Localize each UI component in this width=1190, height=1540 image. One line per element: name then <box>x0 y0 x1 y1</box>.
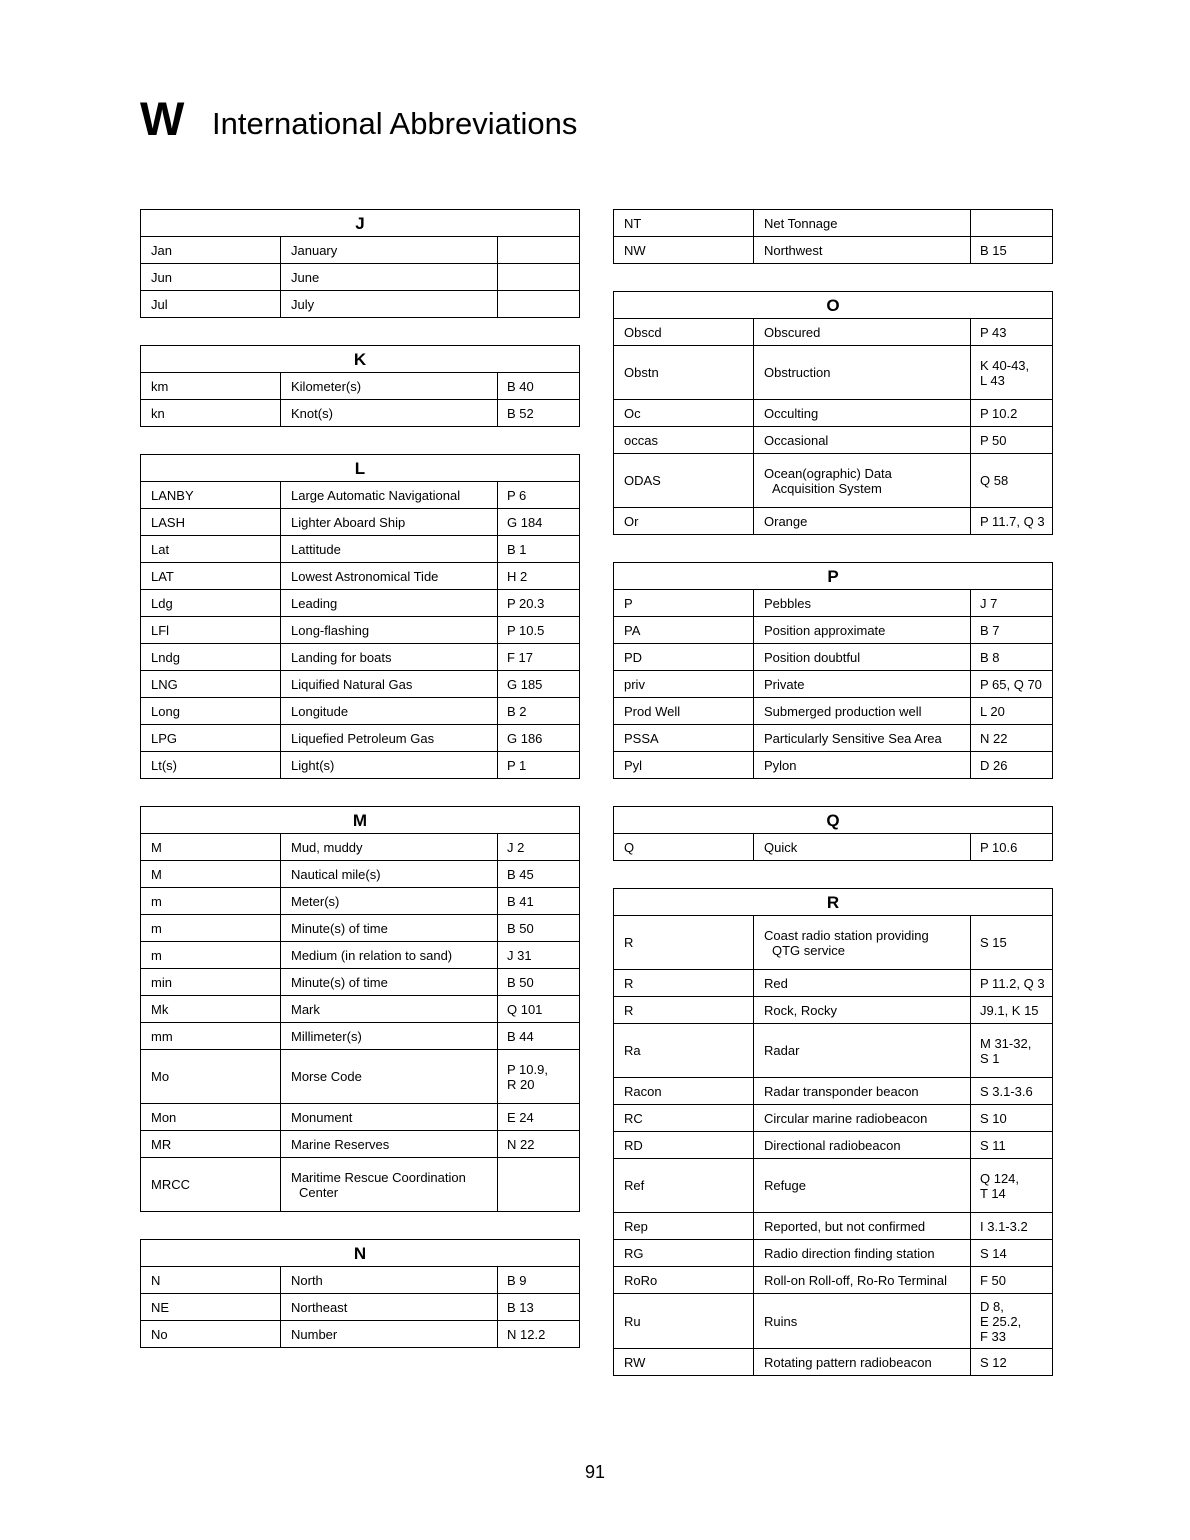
abbreviation-cell: RW <box>614 1349 754 1376</box>
definition-cell: Monument <box>281 1104 498 1131</box>
abbreviation-cell: Mon <box>141 1104 281 1131</box>
definition-cell: Large Automatic Navigational <box>281 482 498 509</box>
definition-cell: Light(s) <box>281 752 498 779</box>
table-row <box>141 590 580 617</box>
reference-cell: B 50 <box>498 915 580 942</box>
table-row <box>141 237 580 264</box>
definition-cell: Red <box>754 970 971 997</box>
table-row <box>141 563 580 590</box>
definition-cell: Kilometer(s) <box>281 373 498 400</box>
abbreviation-cell: Or <box>614 508 754 535</box>
table-row <box>141 1050 580 1104</box>
definition-cell: Liquified Natural Gas <box>281 671 498 698</box>
section-header-row <box>141 455 580 482</box>
reference-cell: B 13 <box>498 1294 580 1321</box>
section-header-row <box>141 807 580 834</box>
table-row <box>141 1294 580 1321</box>
abbreviation-cell: No <box>141 1321 281 1348</box>
reference-cell <box>498 264 580 291</box>
table-row <box>141 617 580 644</box>
definition-cell: Marine Reserves <box>281 1131 498 1158</box>
table-row <box>141 888 580 915</box>
reference-cell: M 31-32, S 1 <box>971 1024 1053 1078</box>
section-header-row <box>141 210 580 237</box>
reference-cell: B 7 <box>971 617 1053 644</box>
abbreviation-cell: Ru <box>614 1294 754 1349</box>
section-letter-heading: Q <box>614 807 1053 834</box>
definition-cell: Maritime Rescue Coordination Center <box>281 1158 498 1212</box>
reference-cell: P 10.2 <box>971 400 1053 427</box>
table-row <box>141 644 580 671</box>
abbreviation-cell: R <box>614 916 754 970</box>
table-row <box>614 1267 1053 1294</box>
definition-cell: Submerged production well <box>754 698 971 725</box>
definition-cell: Directional radiobeacon <box>754 1132 971 1159</box>
abbreviation-cell: M <box>141 861 281 888</box>
definition-cell: North <box>281 1267 498 1294</box>
section-header-row <box>141 346 580 373</box>
definition-cell: Landing for boats <box>281 644 498 671</box>
definition-cell: Position doubtful <box>754 644 971 671</box>
definition-cell: January <box>281 237 498 264</box>
abbreviation-cell: RoRo <box>614 1267 754 1294</box>
reference-cell: P 10.5 <box>498 617 580 644</box>
table-row <box>614 698 1053 725</box>
abbreviation-cell: LNG <box>141 671 281 698</box>
abbreviation-cell: Obscd <box>614 319 754 346</box>
abbreviation-cell: PSSA <box>614 725 754 752</box>
definition-cell: Lowest Astronomical Tide <box>281 563 498 590</box>
table-row <box>141 482 580 509</box>
abbreviation-cell: P <box>614 590 754 617</box>
abbreviation-cell: LANBY <box>141 482 281 509</box>
reference-cell: D 8, E 25.2, F 33 <box>971 1294 1053 1349</box>
abbreviation-cell: ODAS <box>614 454 754 508</box>
left-column <box>140 209 579 1348</box>
definition-cell: Private <box>754 671 971 698</box>
abbreviation-cell: Lndg <box>141 644 281 671</box>
table-row <box>614 1240 1053 1267</box>
definition-cell: Minute(s) of time <box>281 969 498 996</box>
definition-cell: Ocean(ographic) Data Acquisition System <box>754 454 971 508</box>
abbreviation-cell: Lat <box>141 536 281 563</box>
abbreviation-cell: Racon <box>614 1078 754 1105</box>
abbreviation-cell: NW <box>614 237 754 264</box>
reference-cell: P 11.7, Q 3 <box>971 508 1053 535</box>
table-row <box>614 752 1053 779</box>
reference-cell <box>971 210 1053 237</box>
definition-cell: Ruins <box>754 1294 971 1349</box>
definition-cell: Coast radio station providing QTG service <box>754 916 971 970</box>
abbreviation-cell: M <box>141 834 281 861</box>
reference-cell <box>498 237 580 264</box>
reference-cell: G 184 <box>498 509 580 536</box>
table-row <box>141 752 580 779</box>
reference-cell: E 24 <box>498 1104 580 1131</box>
abbreviation-cell: PA <box>614 617 754 644</box>
reference-cell: J 2 <box>498 834 580 861</box>
reference-cell: F 50 <box>971 1267 1053 1294</box>
definition-cell: Radar <box>754 1024 971 1078</box>
table-row <box>614 1159 1053 1213</box>
table-row <box>614 427 1053 454</box>
reference-cell: P 43 <box>971 319 1053 346</box>
reference-cell: B 9 <box>498 1267 580 1294</box>
table-row <box>614 1349 1053 1376</box>
reference-cell: B 15 <box>971 237 1053 264</box>
table-row <box>614 997 1053 1024</box>
definition-cell: Obscured <box>754 319 971 346</box>
abbreviation-table-q <box>613 806 1053 861</box>
table-row <box>141 725 580 752</box>
reference-cell: S 15 <box>971 916 1053 970</box>
definition-cell: Refuge <box>754 1159 971 1213</box>
table-row <box>141 698 580 725</box>
abbreviation-cell: Rep <box>614 1213 754 1240</box>
reference-cell: B 8 <box>971 644 1053 671</box>
table-row <box>614 1132 1053 1159</box>
section-header-row <box>614 563 1053 590</box>
reference-cell: J 31 <box>498 942 580 969</box>
reference-cell: B 52 <box>498 400 580 427</box>
definition-cell: Net Tonnage <box>754 210 971 237</box>
definition-cell: July <box>281 291 498 318</box>
table-row <box>614 454 1053 508</box>
definition-cell: Number <box>281 1321 498 1348</box>
abbreviation-cell: priv <box>614 671 754 698</box>
abbreviation-cell: m <box>141 888 281 915</box>
section-letter-heading: M <box>141 807 580 834</box>
reference-cell: S 11 <box>971 1132 1053 1159</box>
reference-cell: P 10.9, R 20 <box>498 1050 580 1104</box>
table-row <box>141 400 580 427</box>
reference-cell: N 12.2 <box>498 1321 580 1348</box>
table-row <box>614 916 1053 970</box>
table-row <box>614 1294 1053 1349</box>
table-row <box>614 644 1053 671</box>
section-letter-heading: P <box>614 563 1053 590</box>
table-row <box>141 969 580 996</box>
definition-cell: Orange <box>754 508 971 535</box>
abbreviation-cell: RD <box>614 1132 754 1159</box>
reference-cell: K 40-43, L 43 <box>971 346 1053 400</box>
section-letter-heading: N <box>141 1240 580 1267</box>
definition-cell: Radar transponder beacon <box>754 1078 971 1105</box>
definition-cell: Mark <box>281 996 498 1023</box>
abbreviation-cell: Jan <box>141 237 281 264</box>
reference-cell: S 12 <box>971 1349 1053 1376</box>
abbreviation-table-p <box>613 562 1053 779</box>
reference-cell: L 20 <box>971 698 1053 725</box>
abbreviation-cell: mm <box>141 1023 281 1050</box>
table-row <box>614 1024 1053 1078</box>
table-row <box>141 915 580 942</box>
definition-cell: Roll-on Roll-off, Ro-Ro Terminal <box>754 1267 971 1294</box>
table-row <box>614 617 1053 644</box>
abbreviation-cell: MRCC <box>141 1158 281 1212</box>
reference-cell: P 11.2, Q 3 <box>971 970 1053 997</box>
abbreviation-table-o <box>613 291 1053 535</box>
table-row <box>141 671 580 698</box>
reference-cell: N 22 <box>498 1131 580 1158</box>
reference-cell: B 44 <box>498 1023 580 1050</box>
definition-cell: Knot(s) <box>281 400 498 427</box>
definition-cell: Northwest <box>754 237 971 264</box>
table-row <box>141 1104 580 1131</box>
abbreviation-cell: RG <box>614 1240 754 1267</box>
reference-cell: D 26 <box>971 752 1053 779</box>
abbreviation-cell: min <box>141 969 281 996</box>
section-letter-heading: J <box>141 210 580 237</box>
abbreviation-cell: Prod Well <box>614 698 754 725</box>
abbreviation-table-m <box>140 806 580 1212</box>
table-row <box>614 400 1053 427</box>
abbreviation-cell: NT <box>614 210 754 237</box>
abbreviation-cell: LAT <box>141 563 281 590</box>
reference-cell: F 17 <box>498 644 580 671</box>
reference-cell <box>498 1158 580 1212</box>
definition-cell: Occasional <box>754 427 971 454</box>
definition-cell: Mud, muddy <box>281 834 498 861</box>
abbreviation-cell: m <box>141 942 281 969</box>
table-row <box>614 970 1053 997</box>
table-row <box>614 210 1053 237</box>
table-row <box>614 725 1053 752</box>
abbreviation-table-n <box>140 1239 580 1348</box>
table-row <box>141 1023 580 1050</box>
abbreviation-table-r <box>613 888 1053 1376</box>
reference-cell: Q 124, T 14 <box>971 1159 1053 1213</box>
table-row <box>141 996 580 1023</box>
definition-cell: Quick <box>754 834 971 861</box>
abbreviation-cell: LFl <box>141 617 281 644</box>
definition-cell: Radio direction finding station <box>754 1240 971 1267</box>
reference-cell: B 40 <box>498 373 580 400</box>
abbreviation-cell: MR <box>141 1131 281 1158</box>
table-row <box>614 237 1053 264</box>
reference-cell: B 45 <box>498 861 580 888</box>
reference-cell: B 2 <box>498 698 580 725</box>
definition-cell: Pylon <box>754 752 971 779</box>
abbreviation-table-j <box>140 209 580 318</box>
reference-cell: P 20.3 <box>498 590 580 617</box>
reference-cell: S 10 <box>971 1105 1053 1132</box>
section-header-row <box>614 889 1053 916</box>
reference-cell: J 7 <box>971 590 1053 617</box>
reference-cell: P 50 <box>971 427 1053 454</box>
abbreviation-cell: kn <box>141 400 281 427</box>
reference-cell: N 22 <box>971 725 1053 752</box>
section-letter-heading: K <box>141 346 580 373</box>
reference-cell: P 65, Q 70 <box>971 671 1053 698</box>
definition-cell: Circular marine radiobeacon <box>754 1105 971 1132</box>
definition-cell: Position approximate <box>754 617 971 644</box>
table-row <box>614 319 1053 346</box>
section-letter-heading: O <box>614 292 1053 319</box>
definition-cell: Nautical mile(s) <box>281 861 498 888</box>
abbreviation-cell: RC <box>614 1105 754 1132</box>
abbreviation-table-cont <box>613 209 1053 264</box>
reference-cell: S 14 <box>971 1240 1053 1267</box>
reference-cell: B 50 <box>498 969 580 996</box>
abbreviation-table-l <box>140 454 580 779</box>
section-header-row <box>614 292 1053 319</box>
abbreviation-cell: PD <box>614 644 754 671</box>
table-row <box>614 1078 1053 1105</box>
definition-cell: Northeast <box>281 1294 498 1321</box>
abbreviation-cell: Lt(s) <box>141 752 281 779</box>
reference-cell: B 41 <box>498 888 580 915</box>
table-row <box>614 834 1053 861</box>
definition-cell: Meter(s) <box>281 888 498 915</box>
definition-cell: June <box>281 264 498 291</box>
definition-cell: Rotating pattern radiobeacon <box>754 1349 971 1376</box>
definition-cell: Leading <box>281 590 498 617</box>
table-row <box>614 671 1053 698</box>
definition-cell: Reported, but not confirmed <box>754 1213 971 1240</box>
table-row <box>141 1131 580 1158</box>
table-row <box>141 1267 580 1294</box>
definition-cell: Lattitude <box>281 536 498 563</box>
definition-cell: Liquefied Petroleum Gas <box>281 725 498 752</box>
abbreviation-cell: Jul <box>141 291 281 318</box>
abbreviation-cell: Q <box>614 834 754 861</box>
reference-cell: G 185 <box>498 671 580 698</box>
table-row <box>141 509 580 536</box>
table-row <box>614 1105 1053 1132</box>
table-row <box>614 1213 1053 1240</box>
table-row <box>614 508 1053 535</box>
abbreviation-cell: m <box>141 915 281 942</box>
page-title: International Abbreviations <box>212 106 578 141</box>
reference-cell: J9.1, K 15 <box>971 997 1053 1024</box>
abbreviation-cell: km <box>141 373 281 400</box>
definition-cell: Morse Code <box>281 1050 498 1104</box>
definition-cell: Minute(s) of time <box>281 915 498 942</box>
reference-cell: S 3.1-3.6 <box>971 1078 1053 1105</box>
definition-cell: Long-flashing <box>281 617 498 644</box>
definition-cell: Particularly Sensitive Sea Area <box>754 725 971 752</box>
page-number: 91 <box>584 1462 606 1482</box>
reference-cell: H 2 <box>498 563 580 590</box>
reference-cell: G 186 <box>498 725 580 752</box>
reference-cell: P 1 <box>498 752 580 779</box>
table-row <box>141 291 580 318</box>
reference-cell: P 6 <box>498 482 580 509</box>
abbreviation-cell: Oc <box>614 400 754 427</box>
table-row <box>614 346 1053 400</box>
definition-cell: Occulting <box>754 400 971 427</box>
section-letter-heading: L <box>141 455 580 482</box>
table-row <box>141 536 580 563</box>
section-header-row <box>614 807 1053 834</box>
abbreviation-cell: Jun <box>141 264 281 291</box>
abbreviation-cell: LASH <box>141 509 281 536</box>
abbreviation-cell: LPG <box>141 725 281 752</box>
table-row <box>141 1158 580 1212</box>
reference-cell: P 10.6 <box>971 834 1053 861</box>
definition-cell: Pebbles <box>754 590 971 617</box>
abbreviation-cell: R <box>614 970 754 997</box>
reference-cell: B 1 <box>498 536 580 563</box>
abbreviation-cell: NE <box>141 1294 281 1321</box>
abbreviation-cell: Mk <box>141 996 281 1023</box>
definition-cell: Rock, Rocky <box>754 997 971 1024</box>
table-row <box>141 264 580 291</box>
section-letter: W <box>140 92 185 145</box>
abbreviation-cell: occas <box>614 427 754 454</box>
definition-cell: Longitude <box>281 698 498 725</box>
abbreviation-table-k <box>140 345 580 427</box>
abbreviation-cell: Obstn <box>614 346 754 400</box>
abbreviation-cell: Pyl <box>614 752 754 779</box>
definition-cell: Obstruction <box>754 346 971 400</box>
table-row <box>141 861 580 888</box>
reference-cell: Q 58 <box>971 454 1053 508</box>
section-letter-heading: R <box>614 889 1053 916</box>
reference-cell <box>498 291 580 318</box>
reference-cell: I 3.1-3.2 <box>971 1213 1053 1240</box>
abbreviation-cell: Mo <box>141 1050 281 1104</box>
table-row <box>141 834 580 861</box>
table-row <box>141 942 580 969</box>
table-row <box>141 373 580 400</box>
definition-cell: Lighter Aboard Ship <box>281 509 498 536</box>
abbreviation-cell: Ref <box>614 1159 754 1213</box>
abbreviation-cell: R <box>614 997 754 1024</box>
section-header-row <box>141 1240 580 1267</box>
abbreviation-cell: Long <box>141 698 281 725</box>
definition-cell: Millimeter(s) <box>281 1023 498 1050</box>
definition-cell: Medium (in relation to sand) <box>281 942 498 969</box>
table-row <box>614 590 1053 617</box>
abbreviation-cell: Ra <box>614 1024 754 1078</box>
abbreviation-cell: Ldg <box>141 590 281 617</box>
right-column <box>613 209 1052 1376</box>
table-row <box>141 1321 580 1348</box>
reference-cell: Q 101 <box>498 996 580 1023</box>
abbreviation-cell: N <box>141 1267 281 1294</box>
